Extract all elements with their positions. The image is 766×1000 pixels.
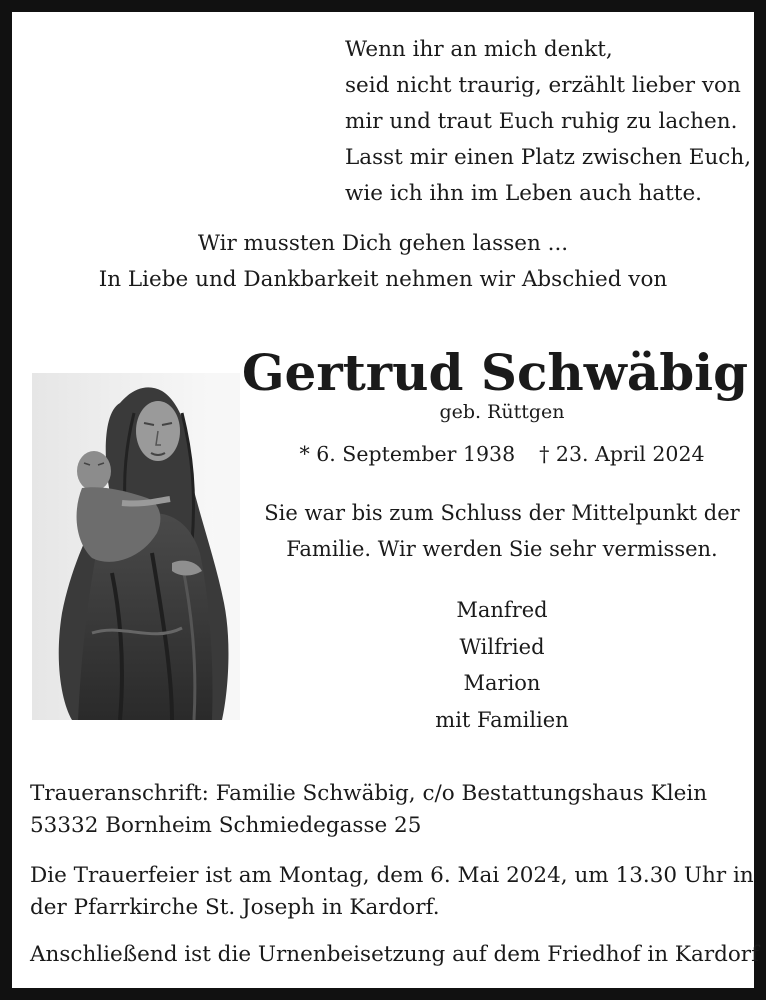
urn-burial-info: Anschließend ist die Urnenbeisetzung auf dem Friedhof in Kardorf [30,942,760,967]
ceremony-line: Die Trauerfeier ist am Montag, dem 6. Mai 2024, um 13.30 Uhr in [30,863,754,888]
condolence-address [30,778,760,842]
memorial-poem [345,32,755,212]
madonna-statue-photo [32,373,240,720]
mourner-name: Marion [463,671,541,695]
poem-line: Wenn ihr an mich denkt, [345,37,613,62]
poem-line: mir und traut Euch ruhig zu lachen. [345,109,738,134]
poem-line: Lasst mir einen Platz zwischen Euch, [345,145,752,170]
mourner-name: Wilfried [459,634,545,659]
intro-line: In Liebe und Dankbarkeit nehmen wir Abschied von [98,267,668,292]
birth-date: * 6. September 1938 [299,442,516,466]
death-date: † 23. April 2024 [539,442,705,466]
mourner-name: mit Familien [435,707,569,732]
mourner-name: Manfred [456,598,548,622]
life-dates [262,437,742,471]
poem-line: seid nicht traurig, erzählt lieber von [345,73,741,98]
madonna-statue-image [32,373,240,720]
mourners-list [392,592,612,738]
birth-name: geb. Rüttgen [439,401,565,423]
ceremony-line: der Pfarrkirche St. Joseph in Kardorf. [30,895,440,920]
farewell-intro [12,226,754,298]
tribute-text [262,495,742,567]
funeral-service-info [30,860,760,924]
deceased-name: Gertrud Schwäbig [241,343,749,402]
tribute-line: Sie war bis zum Schluss der Mittelpunkt der [264,501,740,525]
intro-line: Wir mussten Dich gehen lassen ... [197,231,569,256]
address-line: Traueranschrift: Familie Schwäbig, c/o Bestattungshaus Klein [30,781,708,806]
address-line: 53332 Bornheim Schmiedegasse 25 [30,813,422,838]
poem-line: wie ich ihn im Leben auch hatte. [345,181,702,206]
tribute-line: Familie. Wir werden Sie sehr vermissen. [286,537,718,561]
